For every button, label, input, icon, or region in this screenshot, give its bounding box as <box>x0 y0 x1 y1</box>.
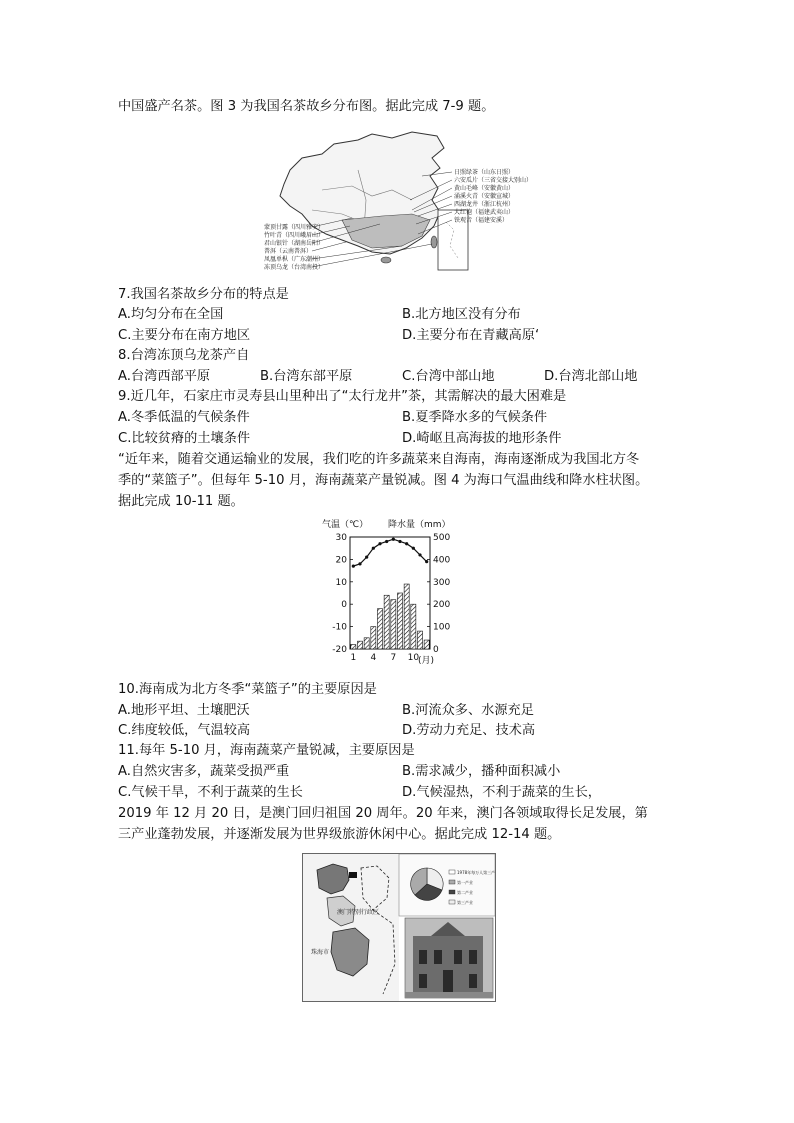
q10-option-d: D.劳动力充足、技术高 <box>402 723 536 738</box>
tea-label-right: 西湖龙井（浙江杭州） <box>454 201 515 208</box>
tea-label-left: 竹叶青（四川峨眉山） <box>264 232 325 239</box>
precip-bar <box>424 640 429 649</box>
left-tick-label: 20 <box>335 555 347 566</box>
right-tick-label: 0 <box>433 645 439 655</box>
q8-stem: 8.台湾冻顶乌龙茶产自 <box>118 348 250 363</box>
climate-chart <box>318 517 460 669</box>
q8-option-b: B.台湾东部平原 <box>260 369 353 384</box>
q10-option-a: A.地形平坦、土壤肥沃 <box>118 703 250 718</box>
tea-label-right: 日照绿茶（山东日照） <box>454 169 515 176</box>
q7-option-d: D.主要分布在青藏高原‘ <box>402 328 540 343</box>
tea-label-right: 涌溪火青（安徽宣城） <box>454 193 515 200</box>
precip-bar <box>404 584 409 649</box>
q11-option-a: A.自然灾害多，蔬菜受损严重 <box>118 764 290 779</box>
q10-stem: 10.海南成为北方冬季“菜篮子”的主要原因是 <box>118 682 377 697</box>
left-axis-title: 气温（℃） <box>322 520 369 530</box>
right-tick-label: 500 <box>433 533 451 543</box>
q8-option-c: C.台湾中部山地 <box>402 369 495 384</box>
left-tick-label: 30 <box>335 533 347 543</box>
zhuhai-label: 珠海市 <box>311 949 330 956</box>
q8-option-d: D.台湾北部山地 <box>544 369 638 384</box>
precip-bar <box>411 604 416 649</box>
intro-12-14-line2: 三产业蓬勃发展，并逐渐发展为世界级旅游休闲中心。据此完成 12-14 题。 <box>118 827 561 842</box>
tea-label-right: 铁观音（福建安溪） <box>454 217 509 224</box>
q9-option-c: C.比较贫瘠的土壤条件 <box>118 431 251 446</box>
x-axis-unit: (月) <box>418 656 435 666</box>
left-tick-label: -10 <box>332 622 347 633</box>
precip-bar <box>397 593 402 649</box>
q11-option-d: D.气候湿热，不利于蔬菜的生长， <box>402 785 601 800</box>
temperature-point <box>405 542 408 545</box>
tea-label-right: 六安瓜片（三省交接大别山） <box>454 177 533 184</box>
x-tick-label: 4 <box>370 653 377 663</box>
tea-label-left: 凤凰单枞（广东潮州） <box>264 256 325 263</box>
temperature-point <box>412 547 415 550</box>
x-tick-label: 10 <box>407 653 420 663</box>
pie-legend-item: 第一产业 <box>457 880 473 885</box>
temperature-point <box>425 560 428 563</box>
left-tick-label: -20 <box>332 645 347 655</box>
macau-figure <box>302 853 496 1002</box>
x-tick-label: 1 <box>350 653 357 663</box>
tea-label-left: 普洱（云南普洱） <box>264 248 313 255</box>
temperature-point <box>418 553 421 556</box>
tea-label-left: 君山银针（湖南岳阳） <box>264 240 325 247</box>
q9-option-b: B.夏季降水多的气候条件 <box>402 410 548 425</box>
temperature-line <box>353 539 426 566</box>
intro-7-9: 中国盛产名茶。图 3 为我国名茶故乡分布图。据此完成 7-9 题。 <box>118 99 495 114</box>
q10-option-b: B.河流众多、水源充足 <box>402 703 534 718</box>
q9-option-a: A.冬季低温的气候条件 <box>118 410 250 425</box>
temperature-point <box>378 542 381 545</box>
intro-12-14-line1: 2019 年 12 月 20 日，是澳门回归祖国 20 周年。20 年来，澳门各领域取得长足发展，第 <box>118 806 648 821</box>
pie-legend-item: 1978年每万人第三产业 <box>457 870 495 875</box>
q9-option-d: D.崎岖且高海拔的地形条件 <box>402 431 562 446</box>
q8-option-a: A.台湾西部平原 <box>118 369 211 384</box>
q7-option-b: B.北方地区没有分布 <box>402 307 521 322</box>
tea-map-figure <box>262 130 534 274</box>
temperature-point <box>385 540 388 543</box>
tea-label-right: 大红袍（福建武夷山） <box>454 209 515 216</box>
left-tick-label: 0 <box>341 600 347 611</box>
pie-legend-item: 第三产业 <box>457 900 473 905</box>
temperature-point <box>365 556 368 559</box>
macau-region-label: 澳门特别行政区 <box>337 909 380 916</box>
precip-bar <box>384 595 389 649</box>
right-tick-label: 200 <box>433 600 451 611</box>
q7-option-a: A.均匀分布在全国 <box>118 307 224 322</box>
tea-label-left: 蒙顶甘露（四川雅安） <box>264 224 325 231</box>
intro-10-11-line2: 季的“菜篮子”。但每年 5-10 月，海南蔬菜产量锐减。图 4 为海口气温曲线和降水柱状图。 <box>118 473 649 488</box>
precip-bar <box>417 631 422 649</box>
q9-stem: 9.近几年，石家庄市灵寿县山里种出了“太行龙井”茶，其需解决的最大困难是 <box>118 389 567 404</box>
temperature-point <box>392 538 395 541</box>
precip-bar <box>357 641 362 649</box>
temperature-point <box>358 562 361 565</box>
temperature-point <box>398 540 401 543</box>
q7-stem: 7.我国名茶故乡分布的特点是 <box>118 287 289 302</box>
precip-bar <box>377 609 382 649</box>
precip-bar <box>351 645 356 649</box>
q7-option-c: C.主要分布在南方地区 <box>118 328 251 343</box>
intro-10-11-line1: “近年来，随着交通运输业的发展，我们吃的许多蔬菜来自海南，海南逐渐成为我国北方冬 <box>118 452 640 467</box>
q11-option-b: B.需求减少，播种面积减小 <box>402 764 561 779</box>
right-axis-title: 降水量（mm） <box>388 520 451 530</box>
temperature-point <box>372 547 375 550</box>
temperature-point <box>352 565 355 568</box>
precip-bar <box>371 627 376 649</box>
q11-stem: 11.每年 5-10 月，海南蔬菜产量锐减，主要原因是 <box>118 743 415 758</box>
precip-bar <box>364 638 369 649</box>
right-tick-label: 400 <box>433 555 451 566</box>
pie-legend-item: 第二产业 <box>457 890 473 895</box>
tea-label-left: 冻顶乌龙（台湾南投） <box>264 264 325 271</box>
right-tick-label: 100 <box>433 622 451 633</box>
x-tick-label: 7 <box>390 653 397 663</box>
tea-label-right: 黄山毛峰（安徽黄山） <box>454 185 515 192</box>
precip-bar <box>391 600 396 649</box>
left-tick-label: 10 <box>335 577 347 588</box>
right-tick-label: 300 <box>433 577 451 588</box>
q11-option-c: C.气候干旱，不利于蔬菜的生长 <box>118 785 303 800</box>
intro-10-11-line3: 据此完成 10-11 题。 <box>118 494 244 509</box>
q10-option-c: C.纬度较低，气温较高 <box>118 723 251 738</box>
